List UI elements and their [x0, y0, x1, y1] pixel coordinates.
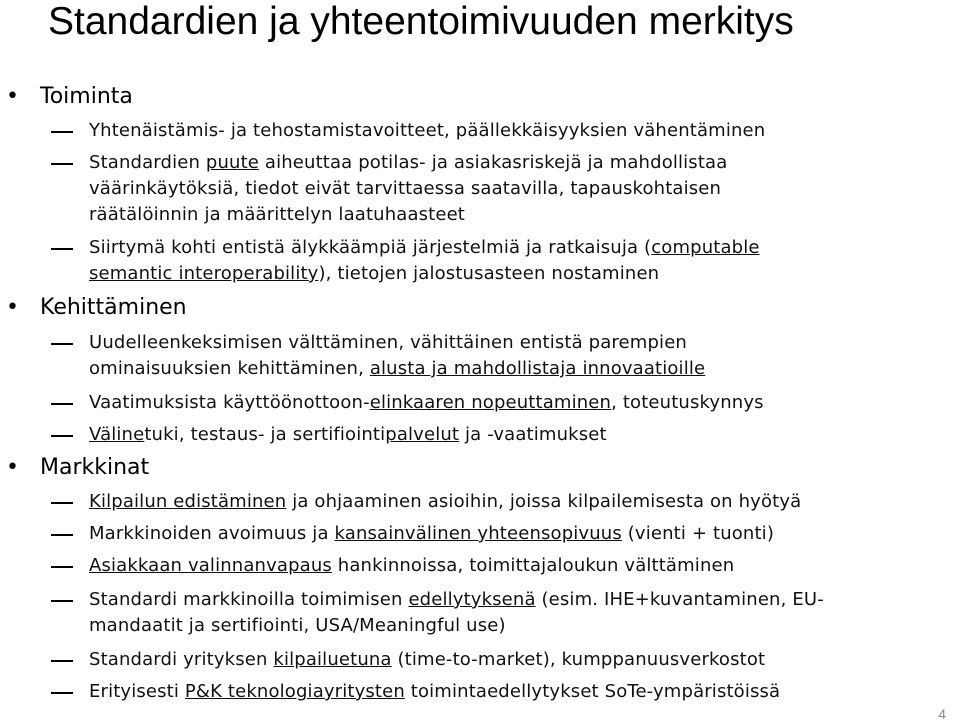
slide-title: Standardien ja yhteentoimivuuden merkitys — [48, 0, 794, 43]
list-item-line — [89, 679, 940, 705]
underlined-text: kansainvälinen yhteensopivuus — [334, 523, 622, 544]
text-segment: ja ohjaaminen asioihin, joissa kilpailemisesta on hyötyä — [286, 491, 802, 512]
underlined-text: P&K teknologiayritysten — [184, 681, 405, 702]
underlined-text: edellytyksenä — [408, 589, 536, 610]
list-item-line — [89, 587, 940, 613]
dash-icon — [51, 660, 73, 662]
underlined-text: Kilpailun edistäminen — [89, 491, 287, 512]
dash-icon — [51, 692, 73, 694]
underlined-text: elinkaaren nopeuttaminen — [369, 392, 612, 413]
dash-icon — [51, 343, 73, 345]
text-segment: , toteutuskynnys — [611, 392, 764, 413]
underlined-text: semantic interoperability — [89, 263, 319, 284]
dash-icon — [51, 163, 73, 165]
text-segment: (vienti + tuonti) — [621, 523, 775, 544]
section-heading-kehittaminen — [6, 295, 187, 321]
dash-icon — [51, 131, 73, 133]
text-segment: Vaatimuksista käyttöönottoon- — [89, 392, 370, 413]
dash-icon — [51, 534, 73, 536]
text-segment: räätälöinnin ja määrittelyn laatuhaasteet — [89, 204, 466, 225]
underlined-text: Väline — [89, 424, 145, 445]
list-item-line — [89, 422, 940, 448]
text-segment: toimintaedellytykset SoTe-ympäristöissä — [404, 681, 781, 702]
list-item-line — [89, 235, 940, 261]
list-item — [89, 587, 940, 639]
dash-icon — [51, 403, 73, 405]
list-item-line — [89, 489, 940, 515]
list-item-line — [89, 521, 940, 547]
text-segment: ), tietojen jalostusasteen nostaminen — [318, 263, 660, 284]
list-item-line — [89, 176, 940, 202]
list-item — [89, 489, 940, 515]
underlined-text: kilpailuetuna — [273, 649, 392, 670]
text-segment: (time-to-market), kumppanuusverkostot — [391, 649, 766, 670]
bullet-icon: • — [6, 295, 19, 320]
text-segment: mandaatit ja sertifiointi, USA/Meaningful use) — [89, 615, 506, 636]
underlined-text: computable — [651, 237, 760, 258]
bullet-icon: • — [6, 455, 19, 480]
underlined-text: puute — [205, 152, 260, 173]
text-segment: Erityisesti — [89, 681, 185, 702]
page-number: 4 — [938, 706, 946, 722]
section-heading-label: Toiminta — [40, 84, 133, 109]
text-segment: Standardien — [89, 152, 206, 173]
section-heading-label: Markkinat — [40, 455, 150, 480]
dash-icon — [51, 248, 73, 250]
list-item-line — [89, 390, 940, 416]
underlined-text: alusta ja mahdollistaja innovaatioille — [369, 358, 706, 379]
text-segment: Standardi markkinoilla toimimisen — [89, 589, 409, 610]
underlined-text: palvelut — [385, 424, 460, 445]
dash-icon — [51, 566, 73, 568]
text-segment: hankinnoissa, toimittajaloukun välttäminen — [331, 555, 735, 576]
list-item — [89, 679, 940, 705]
text-segment: Siirtymä kohti entistä älykkäämpiä järjestelmiä ja ratkaisuja ( — [89, 237, 652, 258]
section-heading-markkinat — [6, 455, 150, 481]
dash-icon — [51, 502, 73, 504]
text-segment: Uudelleenkeksimisen välttäminen, vähittäinen entistä parempien — [89, 332, 687, 353]
dash-icon — [51, 600, 73, 602]
list-item-line — [89, 613, 940, 639]
list-item-line — [89, 261, 940, 287]
section-heading-toiminta — [6, 84, 133, 110]
list-item — [89, 235, 940, 287]
list-item-line — [89, 330, 940, 356]
bullet-icon: • — [6, 84, 19, 109]
text-segment: Yhtenäistämis- ja tehostamistavoitteet, päällekkäisyyksien vähentäminen — [89, 120, 766, 141]
list-item-line — [89, 202, 940, 228]
text-segment: Markkinoiden avoimuus ja — [89, 523, 335, 544]
list-item-line — [89, 647, 940, 673]
dash-icon — [51, 435, 73, 437]
list-item — [89, 521, 940, 547]
text-segment: ja -vaatimukset — [459, 424, 607, 445]
underlined-text: Asiakkaan valinnanvapaus — [89, 555, 332, 576]
list-item — [89, 553, 940, 579]
text-segment: Standardi yrityksen — [89, 649, 274, 670]
list-item-line — [89, 553, 940, 579]
section-heading-label: Kehittäminen — [40, 295, 187, 320]
list-item — [89, 647, 940, 673]
list-item — [89, 330, 940, 382]
list-item-line — [89, 356, 940, 382]
list-item — [89, 118, 940, 144]
text-segment: ominaisuuksien kehittäminen, — [89, 358, 370, 379]
list-item-line — [89, 118, 940, 144]
text-segment: aiheuttaa potilas- ja asiakasriskejä ja mahdollistaa — [259, 152, 728, 173]
text-segment: tuki, testaus- ja sertifiointi — [144, 424, 386, 445]
list-item — [89, 390, 940, 416]
list-item — [89, 150, 940, 228]
list-item-line — [89, 150, 940, 176]
text-segment: väärinkäytöksiä, tiedot eivät tarvittaessa saatavilla, tapauskohtaisen — [89, 178, 722, 199]
text-segment: (esim. IHE+kuvantaminen, EU- — [535, 589, 824, 610]
list-item — [89, 422, 940, 448]
